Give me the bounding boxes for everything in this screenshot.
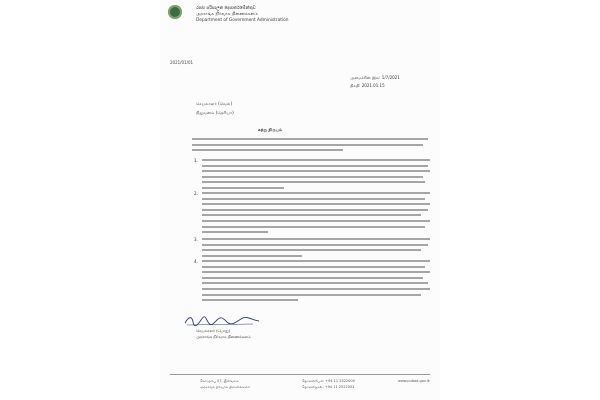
paragraph-number: 3. bbox=[194, 237, 198, 242]
footer-divider bbox=[170, 374, 430, 375]
paragraph-number: 2. bbox=[194, 191, 198, 196]
letterhead-line-2: அரசாங்க நிர்வாக திணைக்களம் bbox=[196, 12, 258, 17]
government-emblem-icon bbox=[168, 5, 182, 19]
reference-number-right: அமைச்சின் இல: 1/7/2021 bbox=[350, 75, 400, 80]
letter-subject: சுற்று நிருபம் bbox=[258, 127, 283, 132]
letter-date: திகதி: 2021.01.15 bbox=[350, 83, 385, 88]
reference-number-left: 2021/01/01 bbox=[170, 60, 194, 65]
addressee-line-1: செயலாளர் (வெல்) bbox=[196, 101, 233, 106]
letterhead-line-1: රාජ්‍ය පරිපාලන දෙපාර්තමේන්තුව bbox=[196, 6, 256, 11]
paragraph-number: 4. bbox=[194, 259, 198, 264]
signatory-title: அரசாங்க நிர்வாக திணைக்களம் bbox=[196, 334, 251, 339]
signatory-name: செயலாளர் (பொது) bbox=[196, 328, 231, 333]
paragraph-3 bbox=[194, 237, 430, 260]
footer-address-2: அரசாங்க நிர்வாக திணைக்களம் bbox=[200, 385, 251, 389]
paragraph-4 bbox=[194, 259, 430, 305]
handwritten-signature bbox=[183, 314, 263, 328]
footer-address-1: கொழும்பு 07, இலங்கை bbox=[200, 379, 239, 383]
letterhead-line-3: Department of Government Administration bbox=[196, 18, 289, 23]
footer-phone: தொலைபேசி: +94 11 2522000 bbox=[302, 379, 355, 383]
footer-website: www.pubad.gov.lk bbox=[398, 379, 430, 383]
paragraph-1 bbox=[194, 158, 430, 193]
paragraph-number: 1. bbox=[194, 158, 198, 163]
paragraph-2 bbox=[194, 191, 430, 237]
footer-fax: தொலைநகல்: +94 11 2522001 bbox=[302, 385, 355, 389]
intro-paragraph bbox=[192, 138, 428, 155]
addressee-line-2: நிறுவனம் (தெரியா) bbox=[196, 110, 234, 115]
